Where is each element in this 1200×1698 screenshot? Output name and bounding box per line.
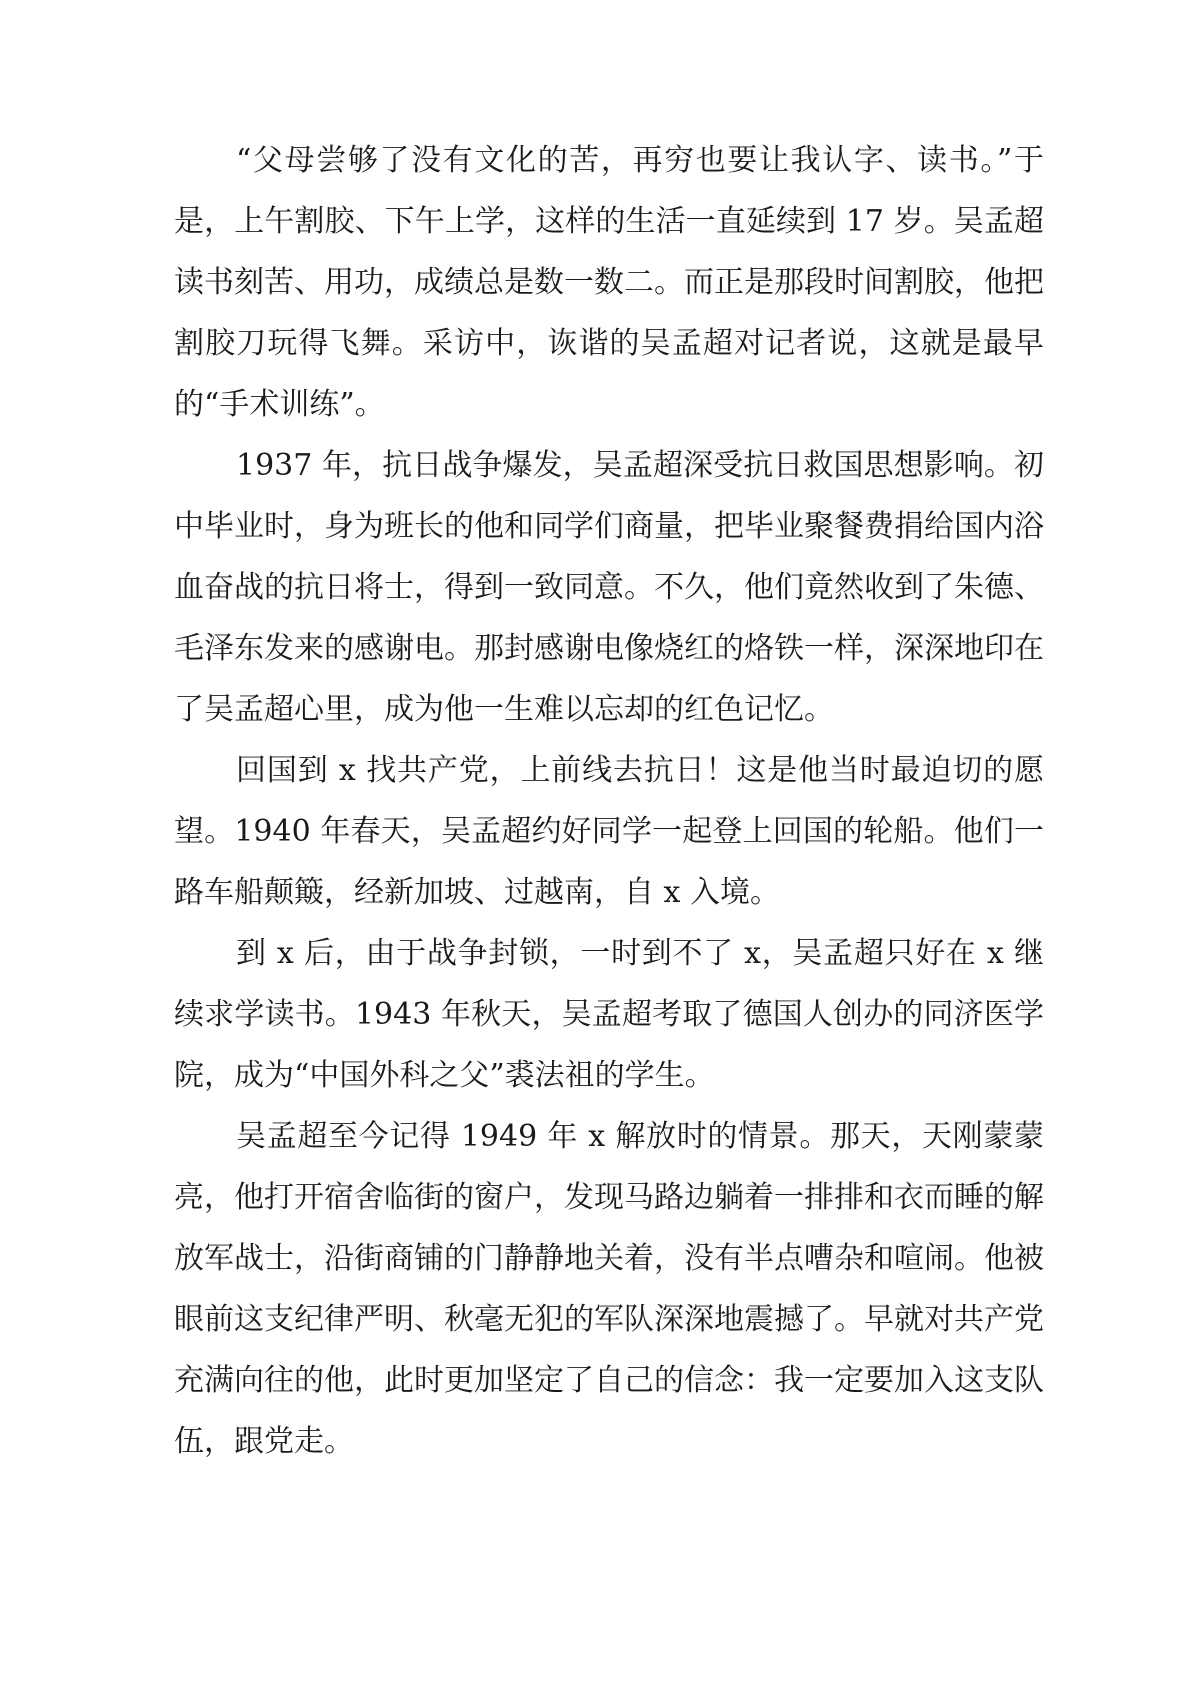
paragraph-5: 吴孟超至今记得 1949 年 x 解放时的情景。那天，天刚蒙蒙亮，他打开宿舍临街的窗户，发现马路边躺着一排排和衣而睡的解放军战士，沿街商铺的门静静地关着，没有半点嘈杂和喧闹。他被眼前这支纪律严明、秋毫无犯的军队深深地震撼了。早就对共产党充满向往的他，此时更加坚定了自己的信念：我一定要加入这支队伍，跟党走。 bbox=[174, 1119, 1044, 1459]
document-body bbox=[174, 130, 1044, 1472]
paragraph-3: 回国到 x 找共产党，上前线去抗日！这是他当时最迫切的愿望。1940 年春天，吴孟超约好同学一起登上回国的轮船。他们一路车船颠簸，经新加坡、过越南，自 x 入境。 bbox=[174, 753, 1044, 910]
paragraph-4: 到 x 后，由于战争封锁，一时到不了 x，吴孟超只好在 x 继续求学读书。1943 年秋天，吴孟超考取了德国人创办的同济医学院，成为“中国外科之父”裘法祖的学生。 bbox=[174, 936, 1044, 1093]
paragraph-1: “父母尝够了没有文化的苦，再穷也要让我认字、读书。”于是，上午割胶、下午上学，这样的生活一直延续到 17 岁。吴孟超读书刻苦、用功，成绩总是数一数二。而正是那段时间割胶，他把割胶刀玩得飞舞。采访中，诙谐的吴孟超对记者说，这就是最早的“手术训练”。 bbox=[174, 143, 1044, 422]
paragraph-2: 1937 年，抗日战争爆发，吴孟超深受抗日救国思想影响。初中毕业时，身为班长的他和同学们商量，把毕业聚餐费捐给国内浴血奋战的抗日将士，得到一致同意。不久，他们竟然收到了朱德、毛泽东发来的感谢电。那封感谢电像烧红的烙铁一样，深深地印在了吴孟超心里，成为他一生难以忘却的红色记忆。 bbox=[174, 448, 1044, 727]
